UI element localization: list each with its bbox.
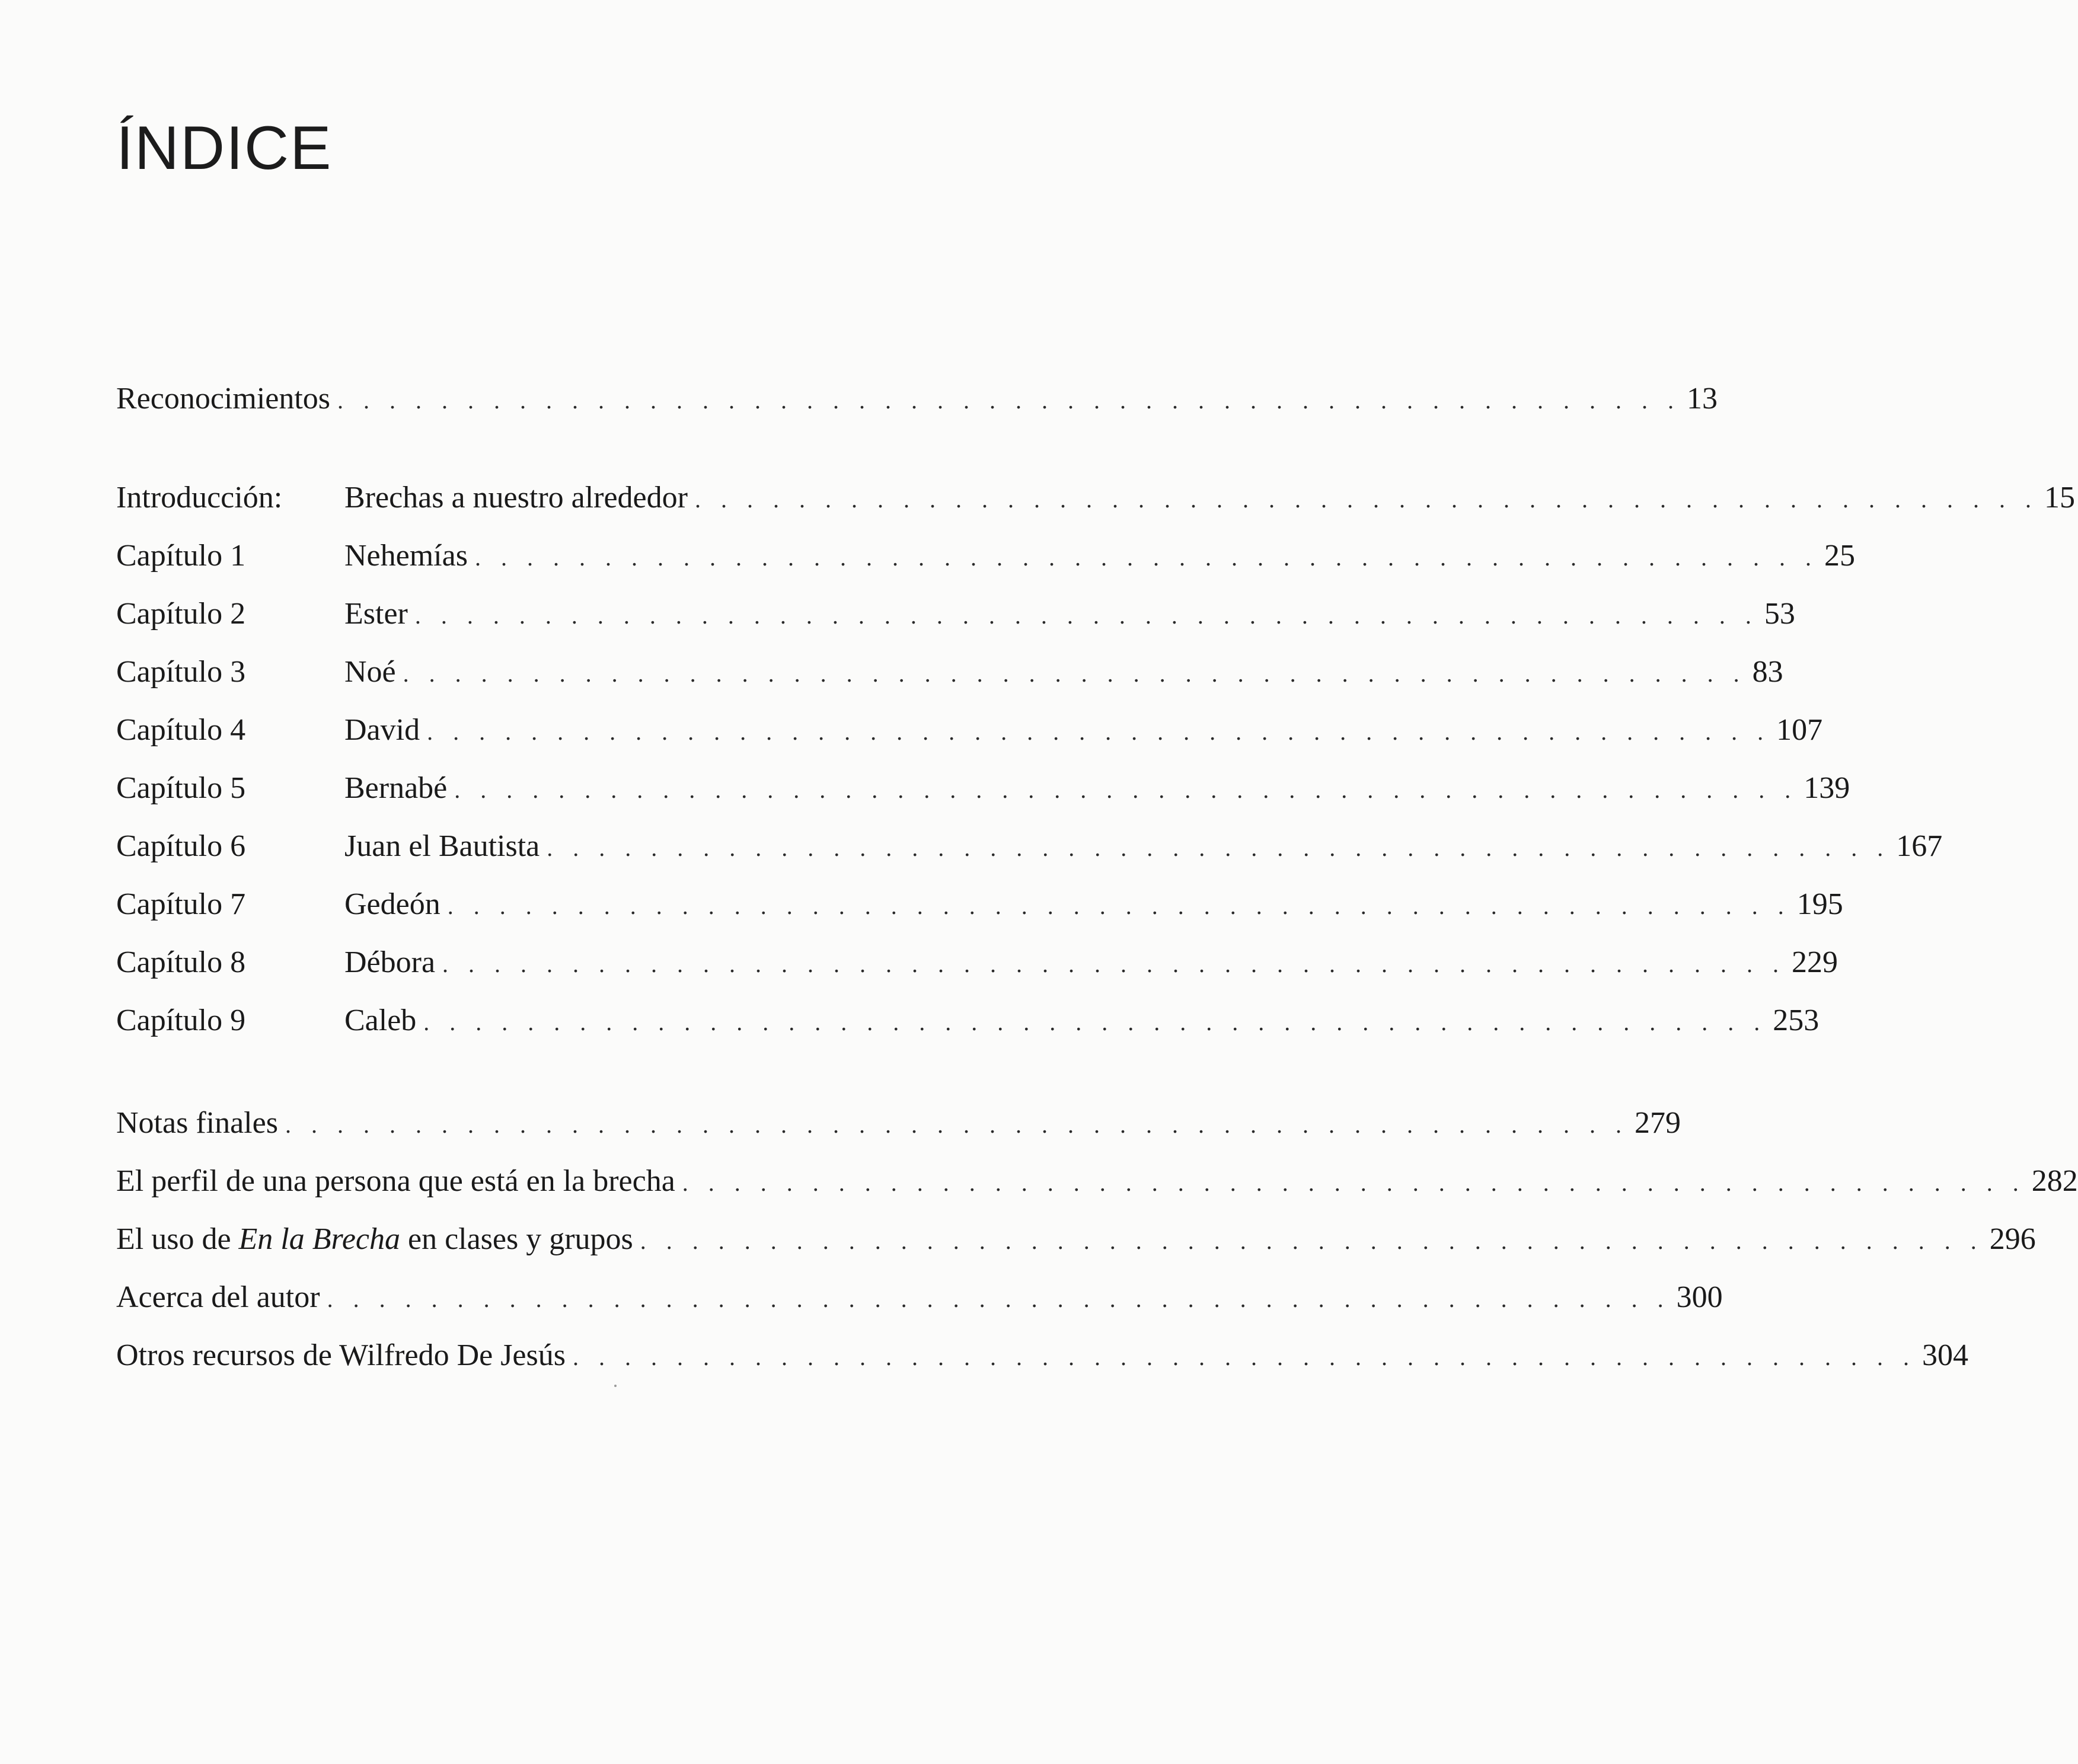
- toc-entry-chapter[interactable]: [116, 535, 1855, 577]
- entry-page-number: 107: [1776, 713, 1823, 747]
- entry-label: Reconocimientos: [116, 382, 331, 416]
- entry-label: Capítulo 4: [116, 713, 246, 747]
- entry-page-number: 296: [1989, 1222, 2036, 1256]
- toc-entry-chapter[interactable]: [116, 826, 1943, 867]
- entry-label: Capítulo 3: [116, 655, 246, 689]
- dot-leader: . . . . . . . . . . . . . . . . . . . . . . . . . . . . . . . . . . . . . . . . . . . . . . . . . . . .: [414, 602, 1758, 629]
- dot-leader: . . . . . . . . . . . . . . . . . . . . . . . . . . . . . . . . . . . . . . . . . . . . . . . . . . . .: [423, 1009, 1767, 1036]
- entry-title: Débora: [344, 945, 436, 979]
- entry-label: Acerca del autor: [116, 1280, 320, 1314]
- entry-title: Gedeón: [344, 887, 441, 921]
- toc-entry-chapter[interactable]: [116, 651, 1783, 693]
- entry-label: El perfil de una persona que está en la brecha: [116, 1164, 675, 1198]
- toc-entry-front[interactable]: [116, 378, 1718, 420]
- dot-leader: . . . . . . . . . . . . . . . . . . . . . . . . . . . . . . . . . . . . . . . . . . . . . . . . . . . .: [442, 951, 1786, 977]
- book-title-italic: En la Brecha: [238, 1222, 400, 1256]
- dot-leader: . . . . . . . . . . . . . . . . . . . . . . . . . . . . . . . . . . . . . . . . . . . . . . . . . . . .: [403, 660, 1747, 687]
- entry-label: Capítulo 9: [116, 1004, 246, 1037]
- dot-leader: . . . . . . . . . . . . . . . . . . . . . . . . . . . . . . . . . . . . . . . . . . . . . . . . . . . .: [427, 718, 1771, 745]
- entry-page-number: 195: [1796, 887, 1843, 921]
- toc-entry-chapter[interactable]: [116, 477, 2075, 519]
- toc-entry-chapter[interactable]: [116, 884, 1843, 925]
- dot-leader: . . . . . . . . . . . . . . . . . . . . . . . . . . . . . . . . . . . . . . . . . . . . . . . . . . . .: [454, 776, 1798, 803]
- dot-leader: . . . . . . . . . . . . . . . . . . . . . . . . . . . . . . . . . . . . . . . . . . . . . . . . . . . .: [337, 387, 1681, 414]
- entry-page-number: 53: [1764, 597, 1795, 631]
- toc-entry-chapter[interactable]: [116, 593, 1795, 635]
- entry-title: Ester: [344, 597, 408, 631]
- paper-speck: [614, 1385, 617, 1387]
- toc-entry-chapter[interactable]: [116, 942, 1838, 983]
- entry-label: Capítulo 6: [116, 829, 246, 863]
- dot-leader: . . . . . . . . . . . . . . . . . . . . . . . . . . . . . . . . . . . . . . . . . . . . . . . . . . . .: [573, 1344, 1916, 1370]
- dot-leader: . . . . . . . . . . . . . . . . . . . . . . . . . . . . . . . . . . . . . . . . . . . . . . . . . . . .: [547, 835, 1891, 861]
- dot-leader: . . . . . . . . . . . . . . . . . . . . . . . . . . . . . . . . . . . . . . . . . . . . . . . . . . . .: [474, 544, 1818, 571]
- entry-page-number: 139: [1804, 771, 1850, 805]
- entry-title: Brechas a nuestro alrededor: [344, 481, 688, 514]
- dot-leader: . . . . . . . . . . . . . . . . . . . . . . . . . . . . . . . . . . . . . . . . . . . . . . . . . . . .: [327, 1286, 1671, 1312]
- entry-title: Caleb: [344, 1004, 417, 1037]
- entry-label: Capítulo 5: [116, 771, 246, 805]
- dot-leader: . . . . . . . . . . . . . . . . . . . . . . . . . . . . . . . . . . . . . . . . . . . . . . . . . . . .: [682, 1169, 2026, 1196]
- entry-page-number: 253: [1773, 1004, 1820, 1037]
- dot-leader: . . . . . . . . . . . . . . . . . . . . . . . . . . . . . . . . . . . . . . . . . . . . . . . . . . . .: [447, 893, 1791, 919]
- dot-leader: . . . . . . . . . . . . . . . . . . . . . . . . . . . . . . . . . . . . . . . . . . . . . . . . . . . .: [285, 1111, 1629, 1138]
- entry-label-prefix: El uso de: [116, 1222, 239, 1256]
- toc-entry-back[interactable]: [116, 1335, 1968, 1376]
- entry-page-number: 25: [1824, 539, 1855, 573]
- entry-label: [116, 1219, 633, 1260]
- toc-entry-chapter[interactable]: [116, 710, 1823, 751]
- entry-page-number: 282: [2031, 1164, 2078, 1198]
- entry-label: Capítulo 8: [116, 945, 246, 979]
- entry-title: Juan el Bautista: [344, 829, 540, 863]
- entry-label: Otros recursos de Wilfredo De Jesús: [116, 1338, 566, 1372]
- entry-page-number: 167: [1896, 829, 1943, 863]
- entry-page-number: 300: [1676, 1280, 1723, 1314]
- toc-entry-back[interactable]: [116, 1277, 1723, 1318]
- entry-title: David: [344, 713, 420, 747]
- entry-label: Introducción:: [116, 481, 283, 514]
- entry-title: Nehemías: [344, 539, 468, 573]
- dot-leader: . . . . . . . . . . . . . . . . . . . . . . . . . . . . . . . . . . . . . . . . . . . . . . . . . . . .: [640, 1228, 1984, 1254]
- entry-label: Capítulo 2: [116, 597, 246, 631]
- dot-leader: . . . . . . . . . . . . . . . . . . . . . . . . . . . . . . . . . . . . . . . . . . . . . . . . . . . .: [694, 486, 2038, 513]
- entry-page-number: 15: [2044, 481, 2075, 514]
- toc-entry-back[interactable]: [116, 1219, 2036, 1260]
- entry-title: Bernabé: [344, 771, 448, 805]
- entry-page-number: 304: [1922, 1338, 1968, 1372]
- toc-entry-chapter[interactable]: [116, 1000, 1820, 1041]
- toc-entry-chapter[interactable]: [116, 768, 1850, 809]
- entry-label: Capítulo 1: [116, 539, 246, 573]
- toc-entry-back[interactable]: [116, 1161, 2078, 1202]
- entry-label: Notas finales: [116, 1106, 278, 1140]
- entry-label: Capítulo 7: [116, 887, 246, 921]
- entry-page-number: 83: [1752, 655, 1783, 689]
- entry-page-number: 13: [1687, 382, 1718, 416]
- entry-page-number: 229: [1792, 945, 1838, 979]
- toc-entry-back[interactable]: [116, 1102, 1681, 1144]
- page-title: ÍNDICE: [116, 114, 333, 183]
- entry-page-number: 279: [1634, 1106, 1681, 1140]
- entry-label-suffix: en clases y grupos: [400, 1222, 633, 1256]
- entry-title: Noé: [344, 655, 396, 689]
